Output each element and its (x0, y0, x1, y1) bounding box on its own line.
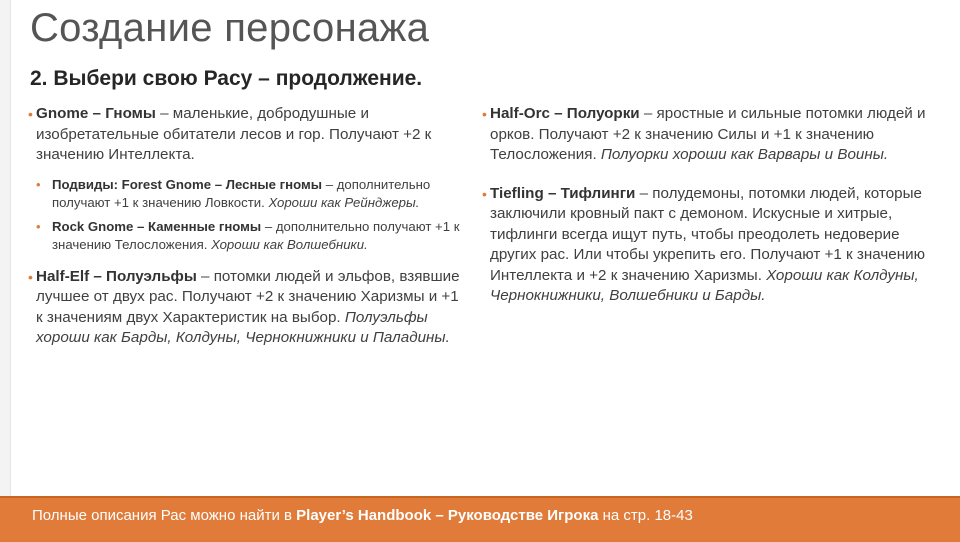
right-column (482, 104, 938, 317)
footer-note (32, 507, 693, 524)
footer-prefix: Полные описания Рас можно найти в (32, 507, 297, 524)
bullet-icon: • (36, 218, 41, 234)
bullet-icon: • (36, 176, 41, 192)
list-item-tiefling (482, 184, 938, 307)
list-item-gnome (28, 104, 468, 166)
race-description: – потомки людей и эльфов, взявшие лучшее от двух рас. Получают +2 к значению Харизмы и +1 к значениям двух Характеристик на выбор. (36, 267, 460, 326)
list-subitem-forest-gnome (28, 176, 468, 212)
bullet-icon: • (482, 106, 487, 122)
footer-book-title: Player’s Handbook – Руководстве Игрока (296, 507, 599, 524)
left-column (28, 104, 468, 359)
race-name: Gnome – Гномы (36, 105, 156, 122)
subrace-recommendation: Хороши как Волшебники. (211, 236, 368, 252)
subrace-name: Подвиды: Forest Gnome – Лесные гномы (52, 176, 323, 192)
list-subitem-rock-gnome (28, 218, 468, 254)
page-title: Создание персонажа (30, 6, 430, 50)
subrace-name: Rock Gnome – Каменные гномы (52, 218, 262, 234)
race-name: Half-Elf – Полуэльфы (36, 267, 197, 285)
list-item-half-elf (28, 267, 468, 349)
footer-bar (0, 496, 960, 542)
subrace-recommendation: Хороши как Рейнджеры. (268, 194, 420, 210)
slide-left-border (0, 0, 11, 540)
bullet-icon: • (28, 106, 33, 122)
race-name: Half-Orc – Полуорки (490, 105, 640, 122)
subrace-description: – дополнительно получают +1 к значению Телосложения. (52, 218, 460, 252)
footer-suffix: на стр. 18-43 (598, 507, 693, 524)
subrace-description: – дополнительно получают +1 к значению Ловкости. (52, 176, 431, 210)
race-description: – полудемоны, потомки людей, которые заключили кровный пакт с демоном. Искусные и хитрые, тифлинги всегда ищут путь, чтобы преодолеть недоверие других рас. Или чтобы укрепить его. Получают +1 к значению Интеллекта и +2 к значению Харизмы. (490, 184, 925, 284)
list-item-half-orc (482, 104, 938, 166)
race-description: – яростные и сильные потомки людей и орков. Получают +2 к значению Силы и +1 к значению Телосложения. (490, 105, 926, 163)
race-name: Tiefling – Тифлинги (490, 184, 636, 202)
bullet-icon: • (28, 268, 33, 285)
bullet-icon: • (482, 185, 487, 202)
section-subtitle: 2. Выбери свою Расу – продолжение. (30, 67, 423, 90)
race-recommendation: Полуэльфы хороши как Барды, Колдуны, Чернокнижники и Паладины. (36, 308, 450, 346)
race-description: – маленькие, добродушные и изобретательные обитатели лесов и гор. Получают +2 к значению Интеллекта. (36, 105, 432, 163)
race-recommendation: Хороши как Колдуны, Чернокнижники, Волшебники и Барды. (490, 266, 919, 304)
race-recommendation: Полуорки хороши как Варвары и Воины. (600, 146, 889, 163)
